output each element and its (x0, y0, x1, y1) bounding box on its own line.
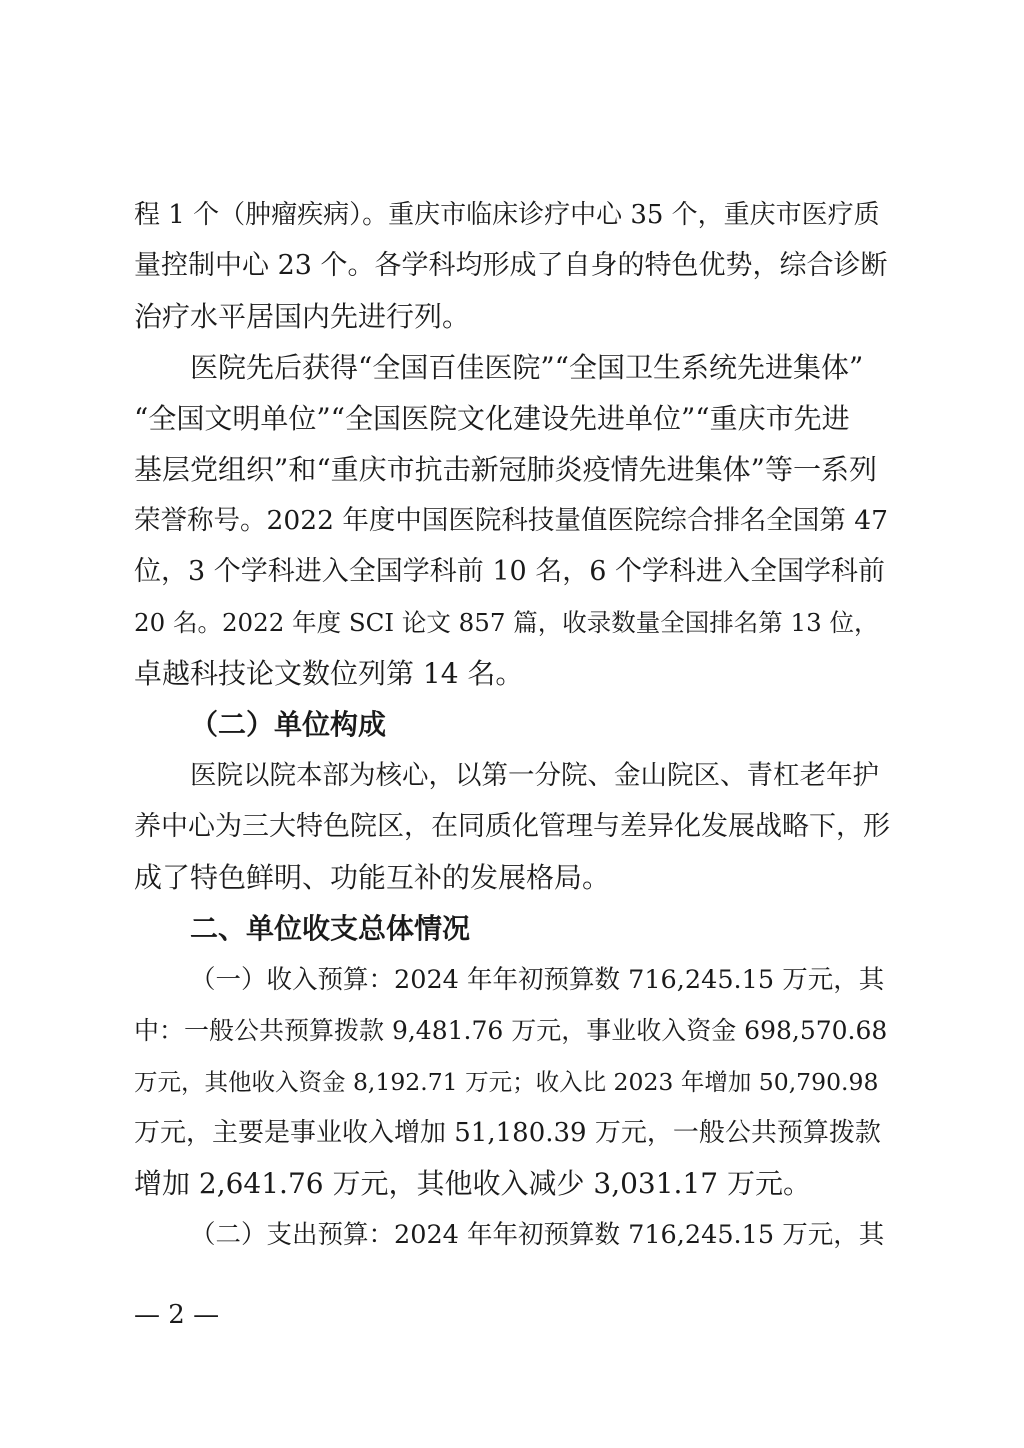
body-text-line: （二）支出预算：2024 年年初预算数 716,245.15 万元，其 (190, 1220, 885, 1250)
body-text-line: “全国文明单位”“全国医院文化建设先进单位”“重庆市先进 (134, 402, 850, 435)
body-text-line: 养中心为三大特色院区，在同质化管理与差异化发展战略下，形 (134, 811, 890, 842)
body-text-line: 医院先后获得“全国百佳医院”“全国卫生系统先进集体” (190, 351, 864, 384)
body-text-line: 医院以院本部为核心，以第一分院、金山院区、青杠老年护 (190, 760, 879, 791)
body-text-line: （一）收入预算：2024 年年初预算数 716,245.15 万元，其 (190, 965, 885, 995)
body-text-line: 卓越科技论文数位列第 14 名。 (134, 657, 524, 690)
body-text-line: 荣誉称号。2022 年度中国医院科技量值医院综合排名全国第 47 (134, 505, 889, 536)
body-text-line: 量控制中心 23 个。各学科均形成了自身的特色优势，综合诊断 (134, 250, 888, 281)
body-text-line: 成了特色鲜明、功能互补的发展格局。 (134, 861, 611, 894)
body-text-line: 万元，主要是事业收入增加 51,180.39 万元，一般公共预算拨款 (134, 1118, 881, 1148)
section-heading: 二、单位收支总体情况 (190, 912, 471, 945)
body-text-line: 位，3 个学科进入全国学科前 10 名，6 个学科进入全国学科前 (134, 556, 886, 587)
section-subheading: （二）单位构成 (190, 708, 387, 741)
body-text-line: 程 1 个（肿瘤疾病）。重庆市临床诊疗中心 35 个，重庆市医疗质 (134, 200, 880, 230)
body-text-line: 20 名。2022 年度 SCI 论文 857 篇，收录数量全国排名第 13 位， (134, 608, 879, 637)
body-text-line: 治疗水平居国内先进行列。 (134, 300, 471, 333)
body-text-line: 增加 2,641.76 万元，其他收入减少 3,031.17 万元。 (134, 1167, 811, 1200)
body-text-line: 中：一般公共预算拨款 9,481.76 万元，事业收入资金 698,570.68 (134, 1016, 888, 1045)
page-number: — 2 — (134, 1300, 220, 1330)
body-text-line: 万元，其他收入资金 8,192.71 万元；收入比 2023 年增加 50,790.98 (134, 1068, 879, 1096)
body-text-line: 基层党组织”和“重庆市抗击新冠肺炎疫情先进集体”等一系列 (134, 453, 877, 486)
